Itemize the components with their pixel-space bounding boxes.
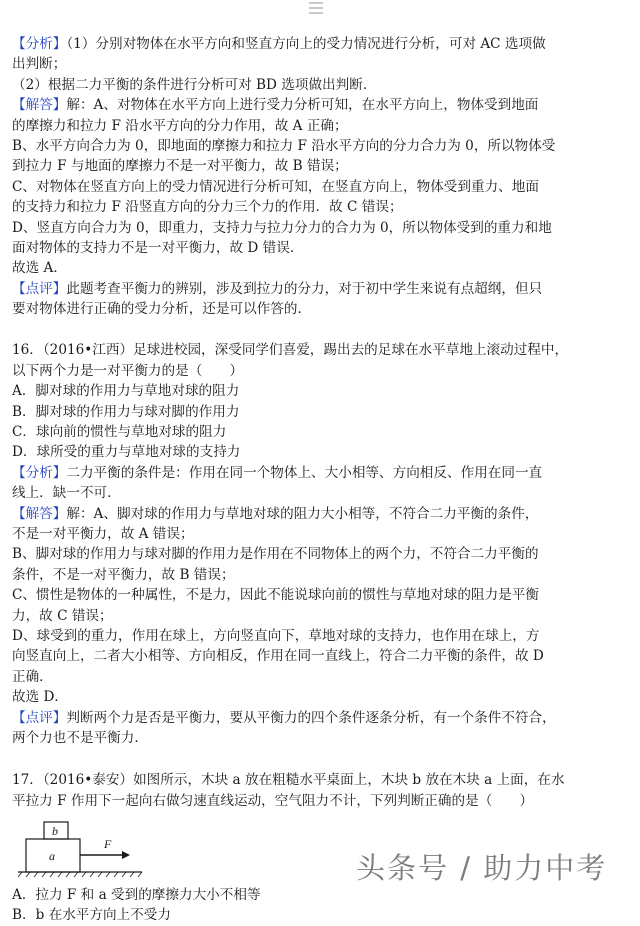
text-line: 向竖直向上，二者大小相等、方向相反，作用在同一直线上，符合二力平衡的条件，故 D <box>12 648 544 665</box>
text-line: 故选 D． <box>12 689 69 706</box>
text-line: 条件，不是一对平衡力，故 B 错误； <box>12 566 235 583</box>
text-line: 面对物体的支持力不是一对平衡力，故 D 错误． <box>12 239 304 256</box>
blocks-diagram <box>18 819 168 879</box>
comment-line: 【点评】此题考查平衡力的辨别，涉及到拉力的分力，对于初中学生来说有点超纲，但只 <box>12 280 543 297</box>
question-16-stem: 16．（2016•江西）足球进校园，深受同学们喜爱，踢出去的足球在水平草地上滚动过程中， <box>12 342 569 359</box>
watermark: 头条号 / 助力中考 <box>356 851 608 885</box>
ground-hatch <box>18 872 142 877</box>
text-line: 故选 A． <box>12 260 67 277</box>
text-line: 线上．缺一不可． <box>12 485 121 502</box>
text-line: 的摩擦力和拉力 F 沿水平方向的分力作用，故 A 正确； <box>12 117 348 134</box>
block-b-label: b <box>52 824 58 839</box>
text-line: （2）根据二力平衡的条件进行分析可对 BD 选项做出判断． <box>12 76 377 93</box>
option-b: B．b 在水平方向上不受力 <box>12 907 171 924</box>
text-line: 力，故 C 错误； <box>12 607 113 624</box>
comment-tag: 【点评】 <box>12 280 67 297</box>
block-a-label: a <box>49 849 55 864</box>
analysis-line: 【分析】二力平衡的条件是：作用在同一个物体上、大小相等、方向相反、作用在同一直 <box>12 464 543 481</box>
text-line: D、球受到的重力，作用在球上，方向竖直向下，草地对球的支持力，也作用在球上，方 <box>12 627 540 644</box>
answer-tag: 【解答】 <box>12 505 67 522</box>
force-label: F <box>104 837 112 852</box>
option-b: B．脚对球的作用力与球对脚的作用力 <box>12 403 240 420</box>
text-line: 不是一对平衡力，故 A 错误； <box>12 525 194 542</box>
analysis-line: 【分析】（1）分别对物体在水平方向和竖直方向上的受力情况进行分析，可对 AC 选项做 <box>12 36 546 52</box>
text-line: 以下两个力是一对平衡力的是（ ） <box>12 362 244 379</box>
text-line: C、惯性是物体的一种属性，不是力，因此不能说球向前的惯性与草地对球的阻力是平衡 <box>12 587 539 604</box>
arrow-head-icon <box>122 851 130 859</box>
option-a: A．拉力 F 和 a 受到的摩擦力大小不相等 <box>12 887 261 904</box>
question-17-stem: 17．（2016•泰安）如图所示，木块 a 放在粗糙水平桌面上，木块 b 放在木块 a 上面，在水 <box>12 772 565 789</box>
option-c: C．球向前的惯性与草地对球的阻力 <box>12 424 227 441</box>
comment-line: 【点评】判断两个力是否是平衡力，要从平衡力的四个条件逐条分析，有一个条件不符合， <box>12 709 556 726</box>
answer-tag: 【解答】 <box>12 97 67 114</box>
text-line: 出判断； <box>12 56 67 73</box>
answer-line: 【解答】解：A、对物体在水平方向上进行受力分析可知，在水平方向上，物体受到地面 <box>12 97 539 114</box>
document-body <box>12 34 624 926</box>
analysis-tag: 【分析】 <box>12 36 67 52</box>
text-line: B、脚对球的作用力与球对脚的作用力是作用在不同物体上的两个力，不符合二力平衡的 <box>12 546 539 563</box>
option-d: D．球所受的重力与草地对球的支持力 <box>12 444 241 461</box>
text-line: B、水平方向合力为 0，即地面的摩擦力和拉力 F 沿水平方向的分力合力为 0，所以物体受 <box>12 137 556 154</box>
answer-line: 【解答】解：A、脚对球的作用力与草地对球的阻力大小相等，不符合二力平衡的条件， <box>12 505 539 522</box>
text-line: 到拉力 F 与地面的摩擦力不是一对平衡力，故 B 错误； <box>12 158 348 175</box>
text-line: 要对物体进行正确的受力分析，还是可以作答的． <box>12 301 312 318</box>
stacked-lines-icon <box>309 2 323 16</box>
analysis-tag: 【分析】 <box>12 464 67 481</box>
text-line: 的支持力和拉力 F 沿竖直方向的分力三个力的作用．故 C 错误； <box>12 199 403 216</box>
text-line: 两个力也不是平衡力． <box>12 729 148 746</box>
text-line: 正确． <box>12 668 53 685</box>
text-line: D、竖直方向合力为 0，即重力，支持力与拉力分力的合力为 0，所以物体受到的重力和地 <box>12 219 552 236</box>
text-line: 平拉力 F 作用下一起向右做匀速直线运动，空气阻力不计，下列判断正确的是（ ） <box>12 792 534 809</box>
option-a: A．脚对球的作用力与草地对球的阻力 <box>12 383 240 400</box>
blocks-figure <box>18 819 168 879</box>
text-line: C、对物体在竖直方向上的受力情况进行分析可知，在竖直方向上，物体受到重力、地面 <box>12 178 539 195</box>
comment-tag: 【点评】 <box>12 709 67 726</box>
